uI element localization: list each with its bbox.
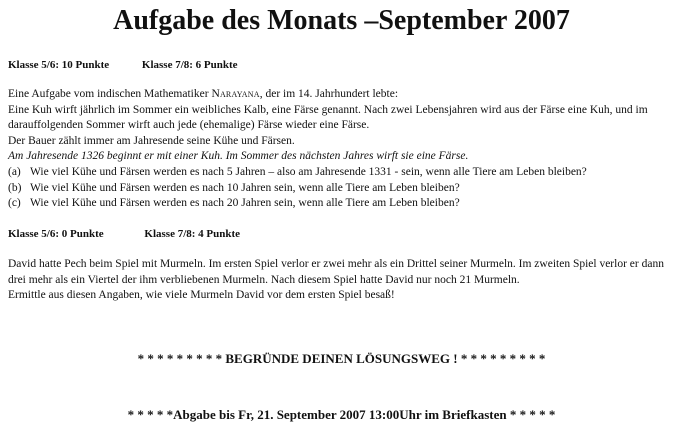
question-label: (b) [8, 181, 22, 194]
task2-text [8, 257, 680, 304]
task1-intro [8, 87, 680, 103]
task2-points [8, 227, 240, 241]
question-b [8, 181, 680, 197]
question-text: Wie viel Kühe und Färsen werden es nach 10 Jahren sein, wenn alle Tiere am Leben bleiben? [30, 181, 460, 194]
task1-intro-suffix: , der im 14. Jahrhundert lebte: [259, 88, 399, 100]
question-label: (c) [8, 197, 21, 210]
question-a [8, 165, 680, 181]
task1-text [8, 87, 680, 212]
task1-points-class-7-8: Klasse 7/8: 6 Punkte [141, 59, 238, 71]
page-title: Aufgabe des Monats –September 2007 [113, 5, 570, 36]
task1-intro-prefix: Eine Aufgabe vom indischen Mathematiker [8, 88, 212, 100]
question-text: Wie viel Kühe und Färsen werden es nach 5 Jahren – also am Jahresende 1331 - sein, wenn alle Tiere am Leben bleiben? [30, 165, 587, 178]
task2-points-class-5-6: Klasse 5/6: 0 Punkte [8, 228, 104, 240]
task1-points [8, 58, 238, 72]
task1-paragraph-2: Der Bauer zählt immer am Jahresende seine Kühe und Färsen. [8, 134, 295, 147]
task1-paragraph-1: Eine Kuh wirft jährlich im Sommer ein weibliches Kalb, eine Färse genannt. Nach zwei Lebensjahren wird aus der Färse eine Kuh, und im darauffolgenden Sommer wirft auch jede (ehemalige) Färse wieder eine Färse. [8, 103, 648, 132]
question-label: (a) [8, 165, 21, 178]
task1-points-class-5-6: Klasse 5/6: 10 Punkte [8, 59, 110, 71]
task2-paragraph-2: Ermittle aus diesen Angaben, wie viele Murmeln David vor dem ersten Spiel besaß! [8, 289, 395, 302]
justify-note: * * * * * * * * * BEGRÜNDE DEINEN LÖSUNGSWEG ! * * * * * * * * * [137, 351, 546, 366]
mathematician-name: Narayana [211, 88, 260, 100]
deadline-note: * * * * *Abgabe bis Fr, 21. September 2007 13:00Uhr im Briefkasten * * * * * [127, 407, 556, 422]
task1-italic-line: Am Jahresende 1326 beginnt er mit einer Kuh. Im Sommer des nächsten Jahres wirft sie eine Färse. [8, 150, 469, 163]
task2-paragraph-1: David hatte Pech beim Spiel mit Murmeln. Im ersten Spiel verlor er zwei mehr als ein Drittel seiner Murmeln. Im zweiten Spiel verlor er dann drei mehr als ein Viertel der ihm verbliebenen Murmeln. Nach diesem Spiel hatte David nur noch 21 Murmeln. [8, 258, 664, 286]
question-text: Wie viel Kühe und Färsen werden es nach 20 Jahren sein, wenn alle Tiere am Leben bleiben? [30, 197, 460, 210]
task2-points-class-7-8: Klasse 7/8: 4 Punkte [144, 228, 241, 240]
question-c [8, 196, 680, 212]
